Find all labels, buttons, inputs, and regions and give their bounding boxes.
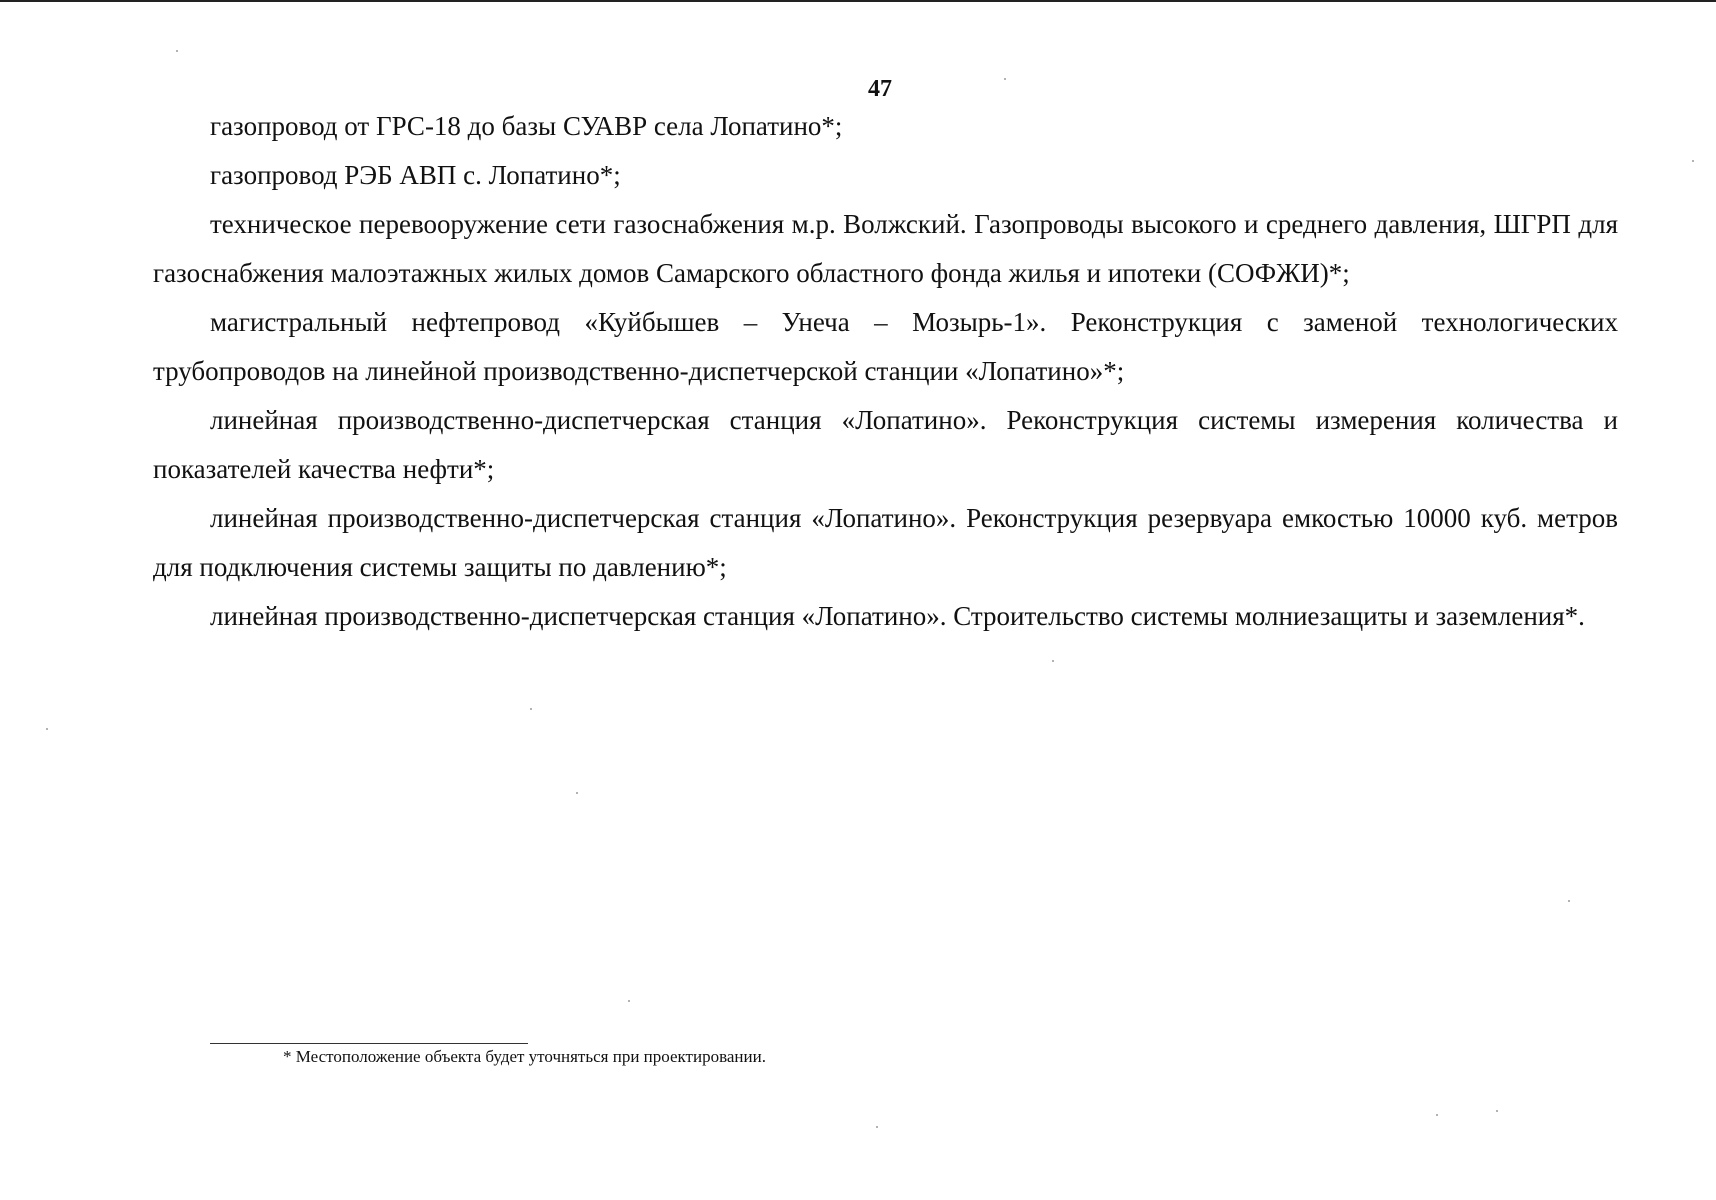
paragraph-2: газопровод РЭБ АВП с. Лопатино*; xyxy=(210,160,621,190)
scan-speck xyxy=(1436,1114,1438,1116)
scan-speck xyxy=(46,728,48,730)
scan-speck xyxy=(1692,160,1694,162)
paragraph-7: линейная производственно-диспетчерская станция «Лопатино». Строительство системы молниезащиты и заземления*. xyxy=(210,601,1585,631)
paragraph-1: газопровод от ГРС-18 до базы СУАВР села Лопатино*; xyxy=(210,111,843,141)
scan-speck xyxy=(1052,660,1054,662)
body-text xyxy=(153,102,1618,641)
scan-speck xyxy=(628,1000,630,1002)
footnote-separator xyxy=(210,1043,528,1044)
scan-speck xyxy=(1568,900,1570,902)
scan-speck xyxy=(1496,1110,1498,1112)
paragraph-5: линейная производственно-диспетчерская станция «Лопатино». Реконструкция системы измерения количества и показателей качества нефти*; xyxy=(153,405,1618,484)
top-border-line xyxy=(0,0,1716,2)
scan-speck xyxy=(876,1126,878,1128)
scan-speck xyxy=(576,792,578,794)
paragraph-3: техническое перевооружение сети газоснабжения м.р. Волжский. Газопроводы высокого и среднего давления, ШГРП для газоснабжения малоэтажных жилых домов Самарского областного фонда жилья и ипотеки (СОФЖИ)*; xyxy=(153,209,1618,288)
page-number: 47 xyxy=(868,76,892,102)
scan-speck xyxy=(530,708,532,710)
footnote: * Местоположение объекта будет уточняться при проектировании. xyxy=(283,1047,766,1066)
scan-speck xyxy=(176,50,178,52)
scan-speck xyxy=(1004,78,1006,80)
paragraph-4: магистральный нефтепровод «Куйбышев – Унеча – Мозырь-1». Реконструкция с заменой технологических трубопроводов на линейной производственно-диспетчерской станции «Лопатино»*; xyxy=(153,307,1618,386)
paragraph-6: линейная производственно-диспетчерская станция «Лопатино». Реконструкция резервуара емкостью 10000 куб. метров для подключения системы защиты по давлению*; xyxy=(153,503,1618,582)
